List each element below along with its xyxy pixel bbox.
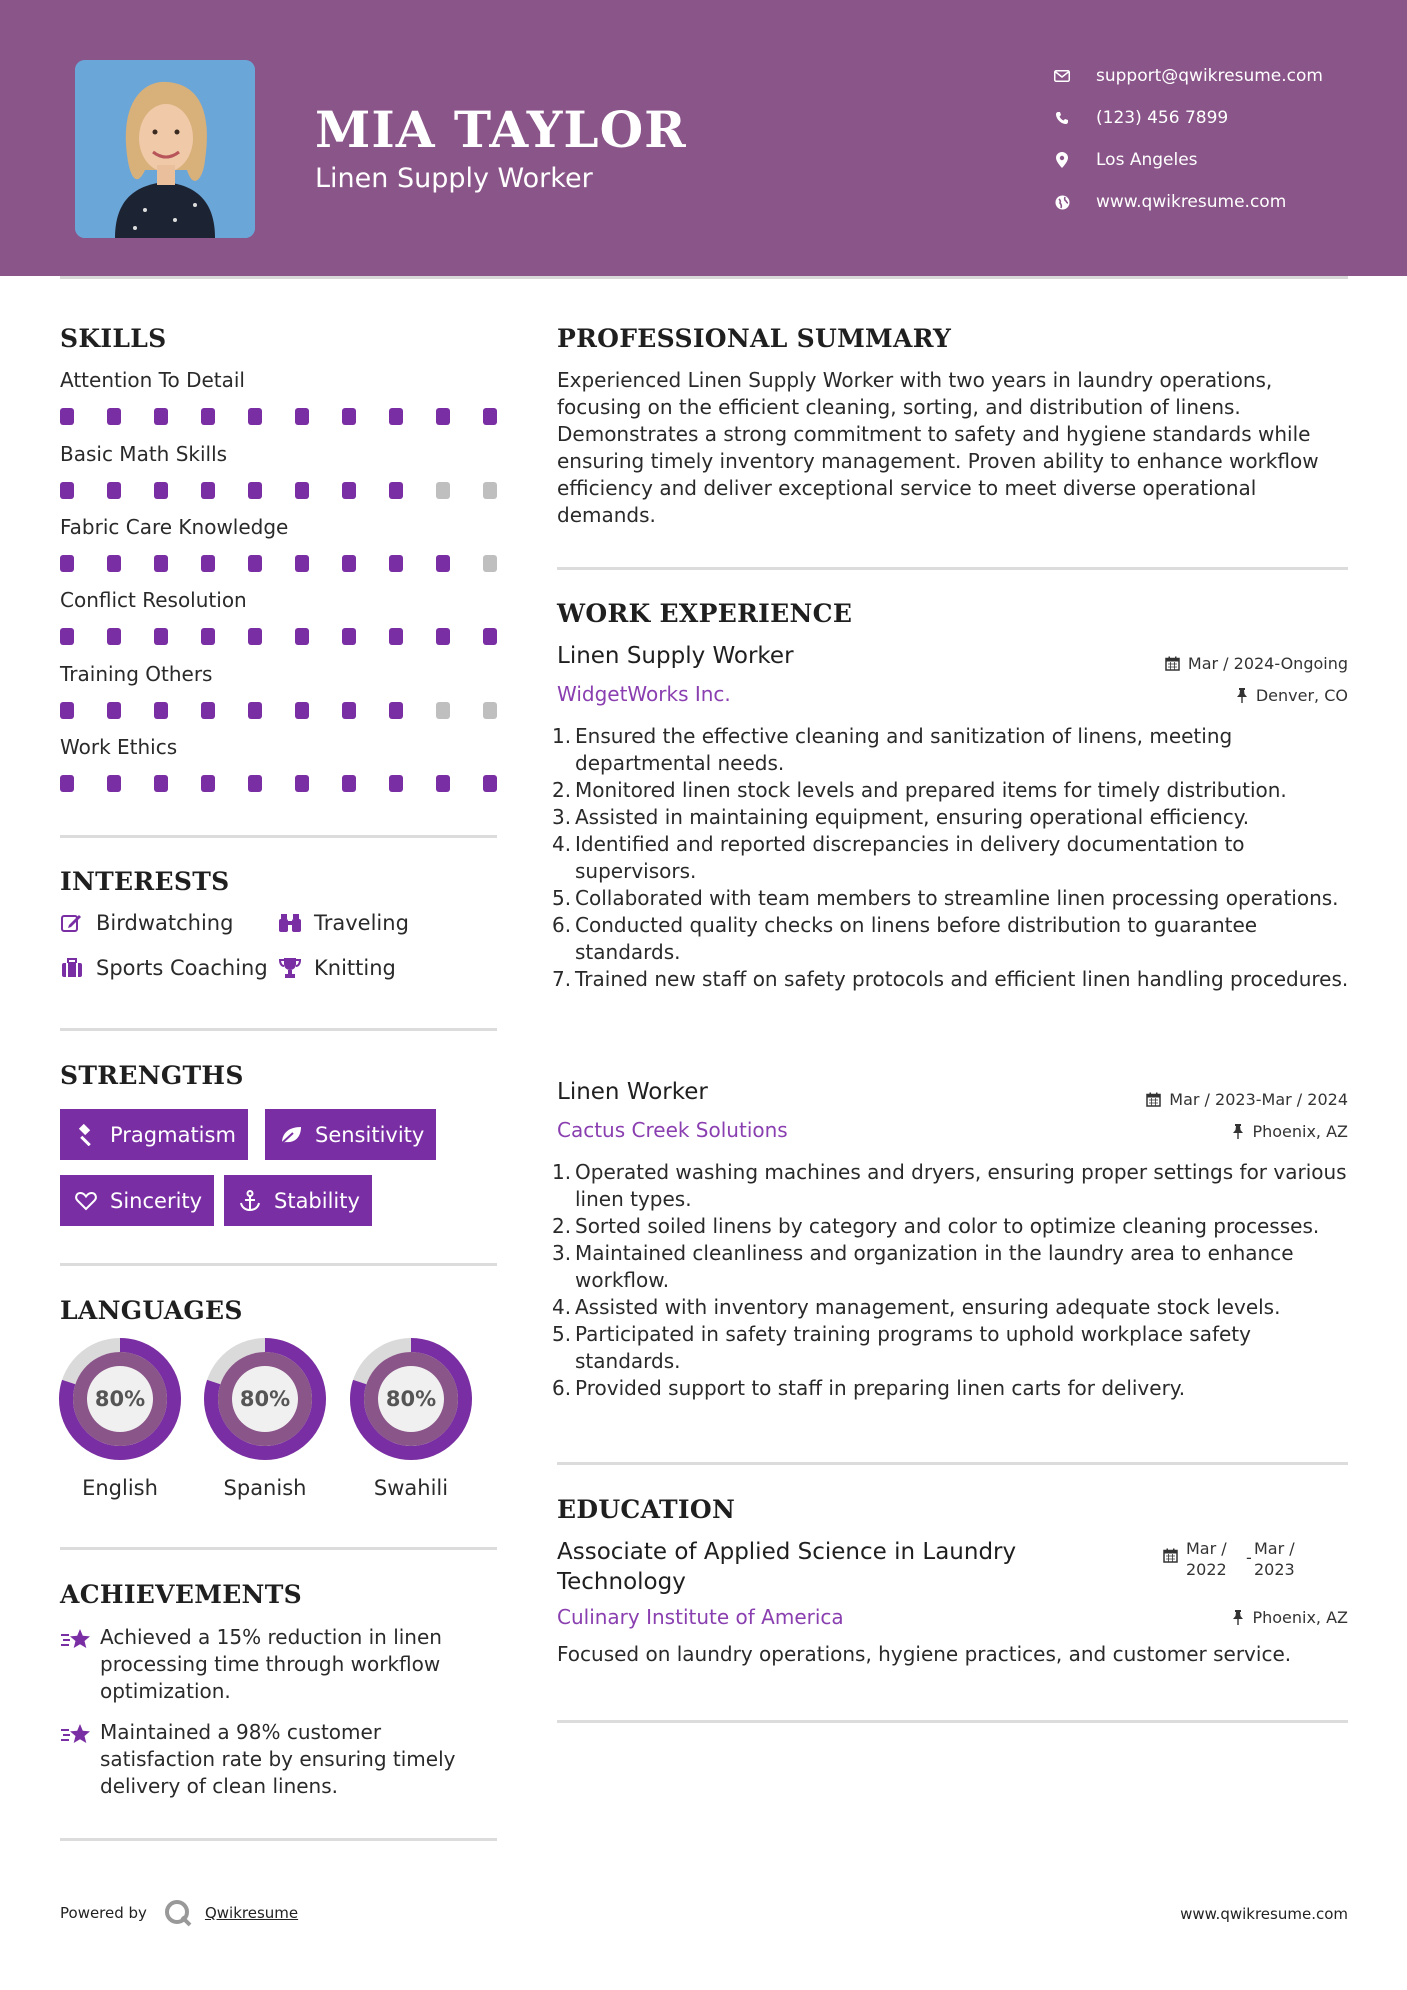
phone-icon	[1050, 108, 1074, 128]
job-company: WidgetWorks Inc.	[557, 682, 731, 706]
gavel-icon	[74, 1123, 98, 1147]
education-location-text: Phoenix, AZ	[1252, 1608, 1348, 1627]
date-separator: -	[1246, 1548, 1252, 1567]
binoculars-icon	[278, 911, 302, 935]
job-location	[1232, 1122, 1348, 1141]
rating-dot-filled	[436, 628, 450, 645]
job-responsibilities	[552, 723, 1352, 993]
skill-rating	[60, 555, 497, 572]
experience-heading: WORK EXPERIENCE	[557, 599, 853, 628]
rating-dot-filled	[342, 482, 356, 499]
calendar-icon	[1146, 1092, 1161, 1107]
achievements-heading: ACHIEVEMENTS	[60, 1580, 302, 1609]
rating-dot-filled	[201, 628, 215, 645]
skill-rating	[60, 482, 497, 499]
list-item: 6. Conducted quality checks on linens before distribution to guarantee standards.	[552, 912, 1352, 966]
skill-name: Basic Math Skills	[60, 442, 228, 466]
footer-website[interactable]: www.qwikresume.com	[1180, 1905, 1348, 1923]
shooting-star-icon	[60, 1719, 100, 1800]
rating-dot-filled	[201, 775, 215, 792]
rating-dot-filled	[389, 702, 403, 719]
strength-chip	[224, 1175, 372, 1226]
rating-dot-empty	[483, 555, 497, 572]
section-divider	[557, 1720, 1348, 1723]
rating-dot-filled	[295, 408, 309, 425]
list-item-text: Operated washing machines and dryers, ensuring proper settings for various linen types.	[575, 1160, 1347, 1211]
candidate-name: MIA TAYLOR	[315, 100, 687, 159]
language-item	[204, 1338, 326, 1500]
list-item: 7. Trained new staff on safety protocols and efficient linen handling procedures.	[552, 967, 1349, 991]
language-percent: 80%	[94, 1387, 146, 1411]
list-item: 6. Provided support to staff in preparing linen carts for delivery.	[552, 1376, 1186, 1400]
skill-name: Fabric Care Knowledge	[60, 515, 289, 539]
contact-website[interactable]	[1050, 181, 1323, 223]
rating-dot-filled	[483, 628, 497, 645]
list-item: 1. Operated washing machines and dryers, ensuring proper settings for various linen types.	[552, 1159, 1352, 1213]
skill-name: Attention To Detail	[60, 368, 245, 392]
language-percent: 80%	[385, 1387, 437, 1411]
qwikresume-logo-icon	[163, 1898, 193, 1928]
rating-dot-filled	[248, 482, 262, 499]
list-item: 3. Assisted in maintaining equipment, ensuring operational efficiency.	[552, 805, 1250, 829]
strength-label: Pragmatism	[110, 1122, 236, 1147]
rating-dot-filled	[295, 775, 309, 792]
skill-item	[60, 442, 500, 499]
skill-item	[60, 515, 500, 572]
rating-dot-filled	[295, 555, 309, 572]
header-divider	[60, 276, 1348, 279]
powered-by-label: Powered by	[60, 1904, 147, 1922]
pencil-square-icon	[60, 911, 84, 935]
section-divider	[60, 1838, 497, 1841]
envelope-icon	[1050, 66, 1074, 86]
skill-rating	[60, 702, 497, 719]
job-location-text: Phoenix, AZ	[1252, 1122, 1348, 1141]
section-divider	[557, 1462, 1348, 1465]
rating-dot-filled	[154, 702, 168, 719]
rating-dot-filled	[60, 628, 74, 645]
rating-dot-filled	[154, 482, 168, 499]
brand-link[interactable]: Qwikresume	[204, 1904, 299, 1922]
globe-icon	[1050, 192, 1074, 212]
rating-dot-filled	[248, 408, 262, 425]
rating-dot-filled	[60, 555, 74, 572]
interest-item	[278, 956, 396, 980]
rating-dot-filled	[248, 555, 262, 572]
rating-dot-filled	[201, 408, 215, 425]
strength-label: Sensitivity	[315, 1122, 425, 1147]
calendar-icon	[1163, 1548, 1178, 1563]
contact-email[interactable]	[1050, 55, 1323, 97]
list-item: 2. Sorted soiled linens by category and color to optimize cleaning processes.	[552, 1214, 1320, 1238]
rating-dot-filled	[389, 555, 403, 572]
list-item-text: Ensured the effective cleaning and sanitization of linens, meeting departmental needs.	[575, 724, 1233, 775]
rating-dot-filled	[248, 628, 262, 645]
rating-dot-filled	[60, 775, 74, 792]
rating-dot-filled	[201, 482, 215, 499]
strength-chip	[265, 1109, 436, 1160]
candidate-title: Linen Supply Worker	[315, 163, 593, 194]
language-item	[350, 1338, 472, 1500]
language-ring	[204, 1338, 326, 1460]
skill-item	[60, 662, 500, 719]
rating-dot-filled	[154, 775, 168, 792]
trophy-icon	[278, 956, 302, 980]
education-heading: EDUCATION	[557, 1495, 736, 1524]
interest-item	[60, 956, 268, 980]
rating-dot-filled	[60, 408, 74, 425]
contact-phone[interactable]	[1050, 97, 1323, 139]
rating-dot-filled	[342, 702, 356, 719]
degree-title: Associate of Applied Science in Laundry Technology	[557, 1539, 1017, 1595]
skill-name: Training Others	[60, 662, 213, 686]
education-dates	[1163, 1538, 1314, 1580]
rating-dot-filled	[483, 775, 497, 792]
rating-dot-filled	[201, 555, 215, 572]
skill-item	[60, 735, 500, 792]
rating-dot-filled	[107, 482, 121, 499]
skill-rating	[60, 408, 497, 425]
rating-dot-empty	[483, 702, 497, 719]
contact-website-text: www.qwikresume.com	[1096, 192, 1287, 212]
rating-dot-empty	[436, 702, 450, 719]
list-item-text: Identified and reported discrepancies in delivery documentation to supervisors.	[575, 832, 1245, 883]
leaf-icon	[279, 1123, 303, 1147]
language-ring	[350, 1338, 472, 1460]
skill-rating	[60, 628, 497, 645]
skill-name: Conflict Resolution	[60, 588, 247, 612]
list-item: 2. Monitored linen stock levels and prepared items for timely distribution.	[552, 778, 1287, 802]
list-item-text: Monitored linen stock levels and prepared items for timely distribution.	[575, 778, 1287, 802]
strength-label: Sincerity	[110, 1188, 203, 1213]
job-dates	[1165, 654, 1348, 673]
rating-dot-filled	[295, 482, 309, 499]
heart-icon	[74, 1189, 98, 1213]
education-start: Mar / 2022	[1186, 1539, 1227, 1579]
rating-dot-filled	[248, 775, 262, 792]
resume-header	[0, 0, 1407, 276]
contact-location-text: Los Angeles	[1096, 150, 1198, 170]
list-item: 5. Collaborated with team members to streamline linen processing operations.	[552, 886, 1339, 910]
interest-label: Traveling	[314, 911, 409, 935]
list-item-text: Assisted in maintaining equipment, ensuring operational efficiency.	[575, 805, 1250, 829]
language-name: Swahili	[373, 1476, 449, 1500]
interest-item	[278, 911, 409, 935]
list-item: 4. Identified and reported discrepancies in delivery documentation to supervisors.	[552, 831, 1352, 885]
rating-dot-filled	[436, 775, 450, 792]
rating-dot-filled	[342, 628, 356, 645]
shooting-star-icon	[60, 1624, 100, 1705]
list-item: 3. Maintained cleanliness and organization in the laundry area to enhance workflow.	[552, 1240, 1352, 1294]
education-end: Mar / 2023	[1254, 1539, 1295, 1579]
rating-dot-filled	[248, 702, 262, 719]
briefcase-icon	[60, 956, 84, 980]
rating-dot-filled	[60, 482, 74, 499]
rating-dot-filled	[107, 408, 121, 425]
map-pin-icon	[1050, 150, 1074, 170]
education-location	[1232, 1608, 1348, 1627]
strengths-heading: STRENGTHS	[60, 1061, 244, 1090]
language-percent: 80%	[239, 1387, 291, 1411]
job-dates-text: Mar / 2024-Ongoing	[1187, 654, 1348, 673]
achievement-item	[60, 1624, 500, 1705]
achievement-item	[60, 1719, 500, 1800]
skill-item	[60, 588, 500, 645]
footer-powered-by	[60, 1898, 298, 1928]
contact-phone-text: (123) 456 7899	[1096, 108, 1229, 128]
interests-heading: INTERESTS	[60, 867, 230, 896]
list-item-text: Trained new staff on safety protocols and efficient linen handling procedures.	[575, 967, 1349, 991]
rating-dot-empty	[483, 482, 497, 499]
rating-dot-filled	[389, 775, 403, 792]
job-responsibilities	[552, 1159, 1352, 1402]
language-name: Spanish	[223, 1476, 307, 1500]
job-dates	[1146, 1090, 1348, 1109]
anchor-icon	[238, 1189, 262, 1213]
rating-dot-filled	[436, 408, 450, 425]
languages-heading: LANGUAGES	[60, 1296, 243, 1325]
contact-list	[1050, 55, 1323, 223]
rating-dot-filled	[295, 628, 309, 645]
list-item-text: Maintained cleanliness and organization in the laundry area to enhance workflow.	[575, 1241, 1294, 1292]
list-item: 1. Ensured the effective cleaning and sanitization of linens, meeting departmental needs.	[552, 723, 1352, 777]
rating-dot-filled	[154, 555, 168, 572]
section-divider	[60, 1547, 497, 1550]
rating-dot-filled	[342, 408, 356, 425]
rating-dot-filled	[201, 702, 215, 719]
rating-dot-filled	[389, 628, 403, 645]
section-divider	[60, 1263, 497, 1266]
job-location	[1236, 686, 1348, 705]
rating-dot-filled	[389, 482, 403, 499]
strength-label: Stability	[274, 1188, 360, 1213]
summary-heading: PROFESSIONAL SUMMARY	[557, 324, 952, 353]
achievement-text: Maintained a 98% customer satisfaction rate by ensuring timely delivery of clean linens.	[100, 1720, 456, 1798]
skill-name: Work Ethics	[60, 735, 178, 759]
calendar-icon	[1165, 656, 1180, 671]
skill-rating	[60, 775, 497, 792]
section-divider	[60, 835, 497, 838]
job-dates-text: Mar / 2023-Mar / 2024	[1169, 1090, 1348, 1109]
rating-dot-filled	[483, 408, 497, 425]
job-title: Linen Worker	[557, 1079, 708, 1105]
section-divider	[557, 567, 1348, 570]
rating-dot-filled	[436, 555, 450, 572]
school-name: Culinary Institute of America	[557, 1605, 844, 1629]
language-ring	[59, 1338, 181, 1460]
rating-dot-filled	[60, 702, 74, 719]
skill-item	[60, 368, 500, 425]
list-item-text: Assisted with inventory management, ensuring adequate stock levels.	[575, 1295, 1281, 1319]
rating-dot-filled	[107, 628, 121, 645]
rating-dot-filled	[389, 408, 403, 425]
job-title: Linen Supply Worker	[557, 643, 794, 669]
rating-dot-filled	[342, 775, 356, 792]
list-item-text: Participated in safety training programs to uphold workplace safety standards.	[575, 1322, 1251, 1373]
profile-photo	[75, 60, 255, 238]
interest-label: Knitting	[314, 956, 396, 980]
education-description: Focused on laundry operations, hygiene practices, and customer service.	[557, 1642, 1292, 1666]
contact-location	[1050, 139, 1323, 181]
section-divider	[60, 1028, 497, 1031]
rating-dot-filled	[107, 555, 121, 572]
list-item: 4. Assisted with inventory management, ensuring adequate stock levels.	[552, 1295, 1281, 1319]
contact-email-text: support@qwikresume.com	[1096, 66, 1323, 86]
list-item-text: Sorted soiled linens by category and color to optimize cleaning processes.	[575, 1214, 1320, 1238]
rating-dot-filled	[342, 555, 356, 572]
interest-label: Birdwatching	[96, 911, 234, 935]
summary-text: Experienced Linen Supply Worker with two years in laundry operations, focusing on the efficient cleaning, sorting, and distribution of linens. Demonstrates a strong commitment to safety and hygiene standards while ensuring timely inventory management. Proven ability to enhance workflow efficiency and deliver exceptional service to meet diverse operational demands.	[557, 368, 1319, 527]
list-item-text: Provided support to staff in preparing linen carts for delivery.	[575, 1376, 1186, 1400]
rating-dot-filled	[107, 775, 121, 792]
job-company: Cactus Creek Solutions	[557, 1118, 788, 1142]
language-name: English	[82, 1476, 158, 1500]
skills-heading: SKILLS	[60, 324, 167, 353]
strength-chip	[60, 1109, 248, 1160]
job-location-text: Denver, CO	[1255, 686, 1348, 705]
rating-dot-filled	[154, 408, 168, 425]
rating-dot-filled	[154, 628, 168, 645]
interest-label: Sports Coaching	[96, 956, 268, 980]
pushpin-icon	[1232, 1610, 1244, 1625]
rating-dot-empty	[436, 482, 450, 499]
strength-chip	[60, 1175, 214, 1226]
language-item	[59, 1338, 181, 1500]
rating-dot-filled	[295, 702, 309, 719]
list-item-text: Conducted quality checks on linens before distribution to guarantee standards.	[575, 913, 1258, 964]
interest-item	[60, 911, 233, 935]
pushpin-icon	[1232, 1124, 1244, 1139]
pushpin-icon	[1236, 688, 1248, 703]
achievement-text: Achieved a 15% reduction in linen processing time through workflow optimization.	[100, 1625, 442, 1703]
rating-dot-filled	[107, 702, 121, 719]
list-item-text: Collaborated with team members to streamline linen processing operations.	[575, 886, 1339, 910]
list-item: 5. Participated in safety training programs to uphold workplace safety standards.	[552, 1321, 1352, 1375]
